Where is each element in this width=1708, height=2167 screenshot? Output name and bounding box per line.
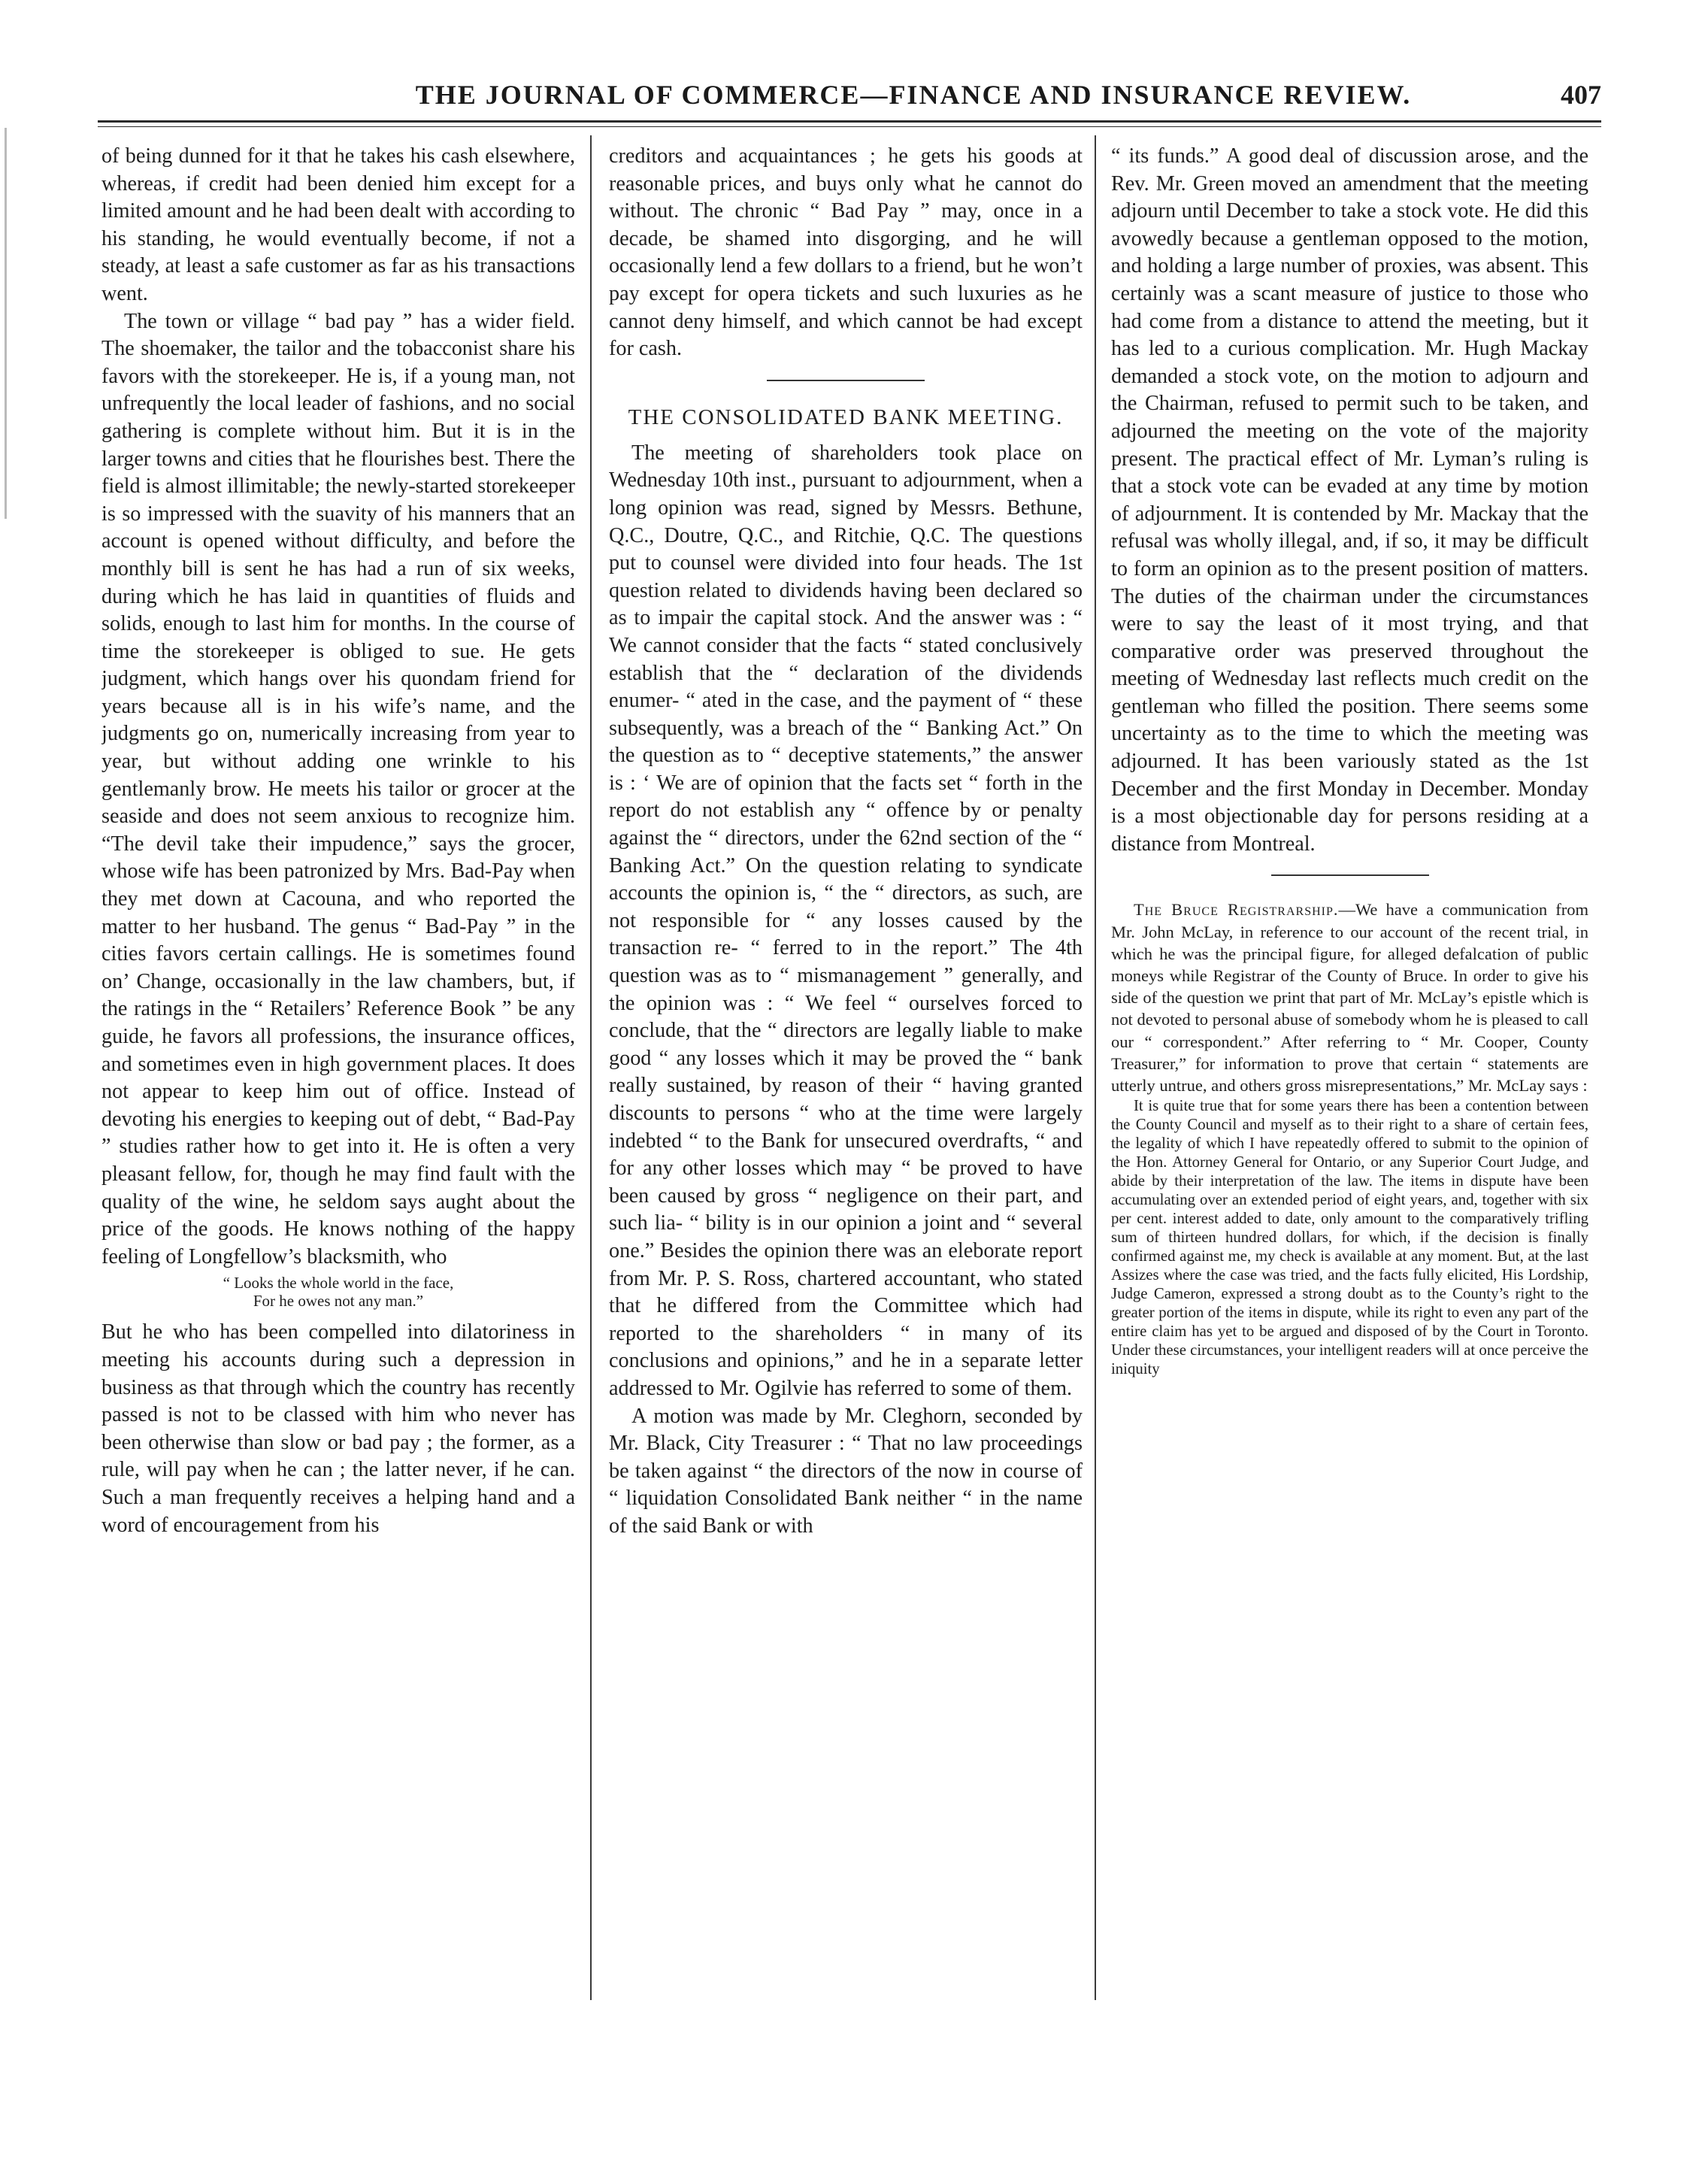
longfellow-quote — [101, 1274, 575, 1310]
note-body: —We have a communication from Mr. John McLay, in reference to our account of the recent trial, in which he was the principal figure, for alleged defalcation of public moneys while Registrar of the County of Bruce. In order to give his side of the question we print that part of Mr. McLay’s epistle which is not devoted to personal abuse of somebody whom he is pleased to call our “ correspondent.” After referring to “ Mr. Cooper, County Treasurer,” for information to prove that certain “ statements are utterly untrue, and others gross misrepresentations,” Mr. McLay says : — [1111, 900, 1588, 1096]
header-rule-thin — [98, 126, 1601, 127]
page-header — [90, 75, 1601, 114]
column2-paragraph-1: The meeting of shareholders took place on Wednesday 10th inst., pursuant to adjournment, when a long opinion was read, signed by Messrs. Bethune, Q.C., Doutre, Q.C., and Ritchie, Q.C. The questions put to counsel were divided into four heads. The 1st question related to dividends having been declared so as to impair the capital stock. And the answer was : “ We cannot consider that the facts “ stated conclusively establish that the “ declaration of the dividends enumer- “ ated in the case, and the payment of “ these subsequently, was a breach of the “ Banking Act.” On the question as to “ deceptive statements,” the answer is : ‘ We are of opinion that the facts set “ forth in the report do not establish any “ offence by or penalty against the “ directors, under the 62nd section of the “ Banking Act.” On the question relating to syndicate accounts the opinion is, “ the “ directors, as such, are not responsible for “ any losses caused by the transaction re- “ ferred to in the report.” The 4th question was as to “ mismanagement ” generally, and the opinion was : “ We feel “ ourselves forced to conclude, that the “ directors are legally liable to make good “ any losses which it may be proved the “ bank really sustained, by reason of their “ having granted discounts to persons “ who at the time were largely indebted “ to the Bank for unsecured overdrafts, “ and for any other losses which may “ be proved to have been caused by gross “ negligence on their part, and such lia- “ bility is in our opinion a joint and “ several one.” Besides the opinion there was an eleborate report from Mr. P. S. Ross, chartered accountant, who stated that he differed from the Committee which had reported to the shareholders “ in many of its conclusions and opinions,” and he in a separate letter addressed to Mr. Ogilvie has referred to some of them. — [609, 441, 1083, 1400]
quote-line-1: “ Looks the whole world in the face, — [223, 1274, 454, 1293]
note-rule — [1271, 874, 1429, 876]
column-1 — [101, 143, 575, 2000]
column-divider-1 — [590, 135, 592, 2000]
header-rule-thick — [98, 120, 1601, 123]
column1-paragraph-1: of being dunned for it that he takes his cash elsewhere, whereas, if credit had been denied him except for a limited amount and he had been dealt with according to his standing, he would eventually become, if not a steady, at least a safe customer as far as his transactions went. — [101, 144, 575, 305]
column1-paragraph-2: The town or village “ bad pay ” has a wider field. The shoemaker, the tailor and the tobacconist share his favors with the storekeeper. He is, if a young man, not unfrequently the local leader of fashions, and no social gathering is complete without him. But it is in the larger towns and cities that he flourishes best. There the field is almost illimitable; the newly-started storekeeper is so impressed with the suavity of his manners that an account is opened without difficulty, and before the monthly bill is sent he has had a run of six weeks, during which he has laid in quantities of fluids and solids, enough to last him for months. In the course of time the storekeeper is obliged to sue. He gets judgment, which hangs over his quondam friend for years because all is in his wife’s name, and the judgments go on, numerically increasing from year to year, but without adding one wrinkle to his gentlemanly brow. He meets his tailor or grocer at the seaside and does not seem anxious to recognize him. “The devil take their impudence,” says the grocer, whose wife has been patronized by Mrs. Bad-Pay when they met down at Cacouna, and who reported the matter to her husband. The genus “ Bad-Pay ” in the cities favors certain callings. He is sometimes found on’ Change, occasionally in the law chambers, but, if the ratings in the “ Retailers’ Reference Book ” be any guide, he favors all professions, the insurance offices, and sometimes even in high government places. It does not appear to keep him out of office. Instead of devoting his energies to keeping out of debt, “ Bad-Pay ” studies rather how to get into it. He is often a very pleasant fellow, for, though he may find fault with the quality of the wine, he seldom says aught about the price of the goods. He knows nothing of the happy feeling of Longfellow’s blacksmith, who — [101, 309, 575, 1268]
column2-paragraph-2: A motion was made by Mr. Cleghorn, seconded by Mr. Black, City Treasurer : “ That no law proceedings be taken against “ the directors of the now in course of “ liquidation Consolidated Bank neither “ in the name of the said Bank or with — [609, 1404, 1083, 1538]
page-number: 407 — [1561, 80, 1601, 110]
column-divider-2 — [1095, 135, 1096, 2000]
column2-paragraph-top: creditors and acquaintances ; he gets his goods at reasonable prices, and buys only what he cannot do without. The chronic “ Bad Pay ” may, once in a decade, be shamed into disgorging, and he will occasionally lend a few dollars to a friend, but he won’t pay except for opera tickets and such luxuries as he cannot deny himself, and which cannot be had except for cash. — [609, 144, 1083, 361]
quoted-letter: It is quite true that for some years there has been a contention between the County Council and myself as to their right to a share of certain fees, the legality of which I have repeatedly offered to submit to the opinion of the Hon. Attorney General for Ontario, or any Superior Court Judge, and abide by their interpretation of the law. The items in dispute have been accumulating over an extended period of eight years, and, together with six per cent. interest added to date, only amount to the comparatively trifling sum of thirteen hundred dollars, for which, if the decision is finally confirmed against me, my check is available at any moment. But, at the last Assizes where the case was tried, and the facts fully elicited, His Lordship, Judge Cameron, expressed a strong doubt as to the County’s right to the greater portion of the items in dispute, while its right to even any part of the entire claim has yet to be argued and disposed of by the Court in Toronto. Under these circumstances, your intelligent readers will at once perceive the iniquity — [1111, 1097, 1588, 1378]
bruce-registrarship-note — [1111, 899, 1588, 1096]
quote-line-2: For he owes not any man.” — [253, 1292, 424, 1311]
column-2 — [609, 143, 1083, 2000]
column1-paragraph-3: But he who has been compelled into dilatoriness in meeting his accounts during such a depression in business as that through which the country has recently passed is not to be classed with him who never has been otherwise than slow or bad pay ; the former, as a rule, will pay when he can ; the latter never, if he can. Such a man frequently receives a helping hand and a word of encouragement from his — [101, 1320, 575, 1537]
note-head: The Bruce Registrarship. — [1134, 900, 1339, 920]
section-rule — [767, 380, 925, 381]
column3-paragraph-top: “ its funds.” A good deal of discussion arose, and the Rev. Mr. Green moved an amendment that the meeting adjourn until December to take a stock vote. He did this avowedly because a gentleman opposed to the motion, and holding a large number of proxies, was absent. This certainly was a scant measure of justice to those who had come from a distance to attend the meeting, but it has led to a curious complication. Mr. Hugh Mackay demanded a stock vote, on the motion to adjourn and the Chairman, refused to permit such to be taken, and adjourned the meeting on the vote of the majority present. The practical effect of Mr. Lyman’s ruling is that a stock vote can be evaded at any time by motion of adjournment. It is contended by Mr. Mackay that the refusal was wholly illegal, and, if so, it may be difficult to form an opinion as to the present position of matters. The duties of the chairman under the circumstances were to say the least of it most trying, and that comparative order was preserved throughout the meeting of Wednesday last reflects much credit on the gentleman who filled the position. There seems some uncertainty as to the time to which the meeting was adjourned. It has been variously stated as the 1st December and the first Monday in December. Monday is a most objectionable day for persons residing at a distance from Montreal. — [1111, 144, 1588, 856]
column-3 — [1111, 143, 1588, 2000]
running-title: THE JOURNAL OF COMMERCE—FINANCE AND INSURANCE REVIEW. — [415, 80, 1412, 110]
section-title: THE CONSOLIDATED BANK MEETING. — [628, 405, 1064, 429]
scan-edge-mark — [5, 128, 7, 519]
